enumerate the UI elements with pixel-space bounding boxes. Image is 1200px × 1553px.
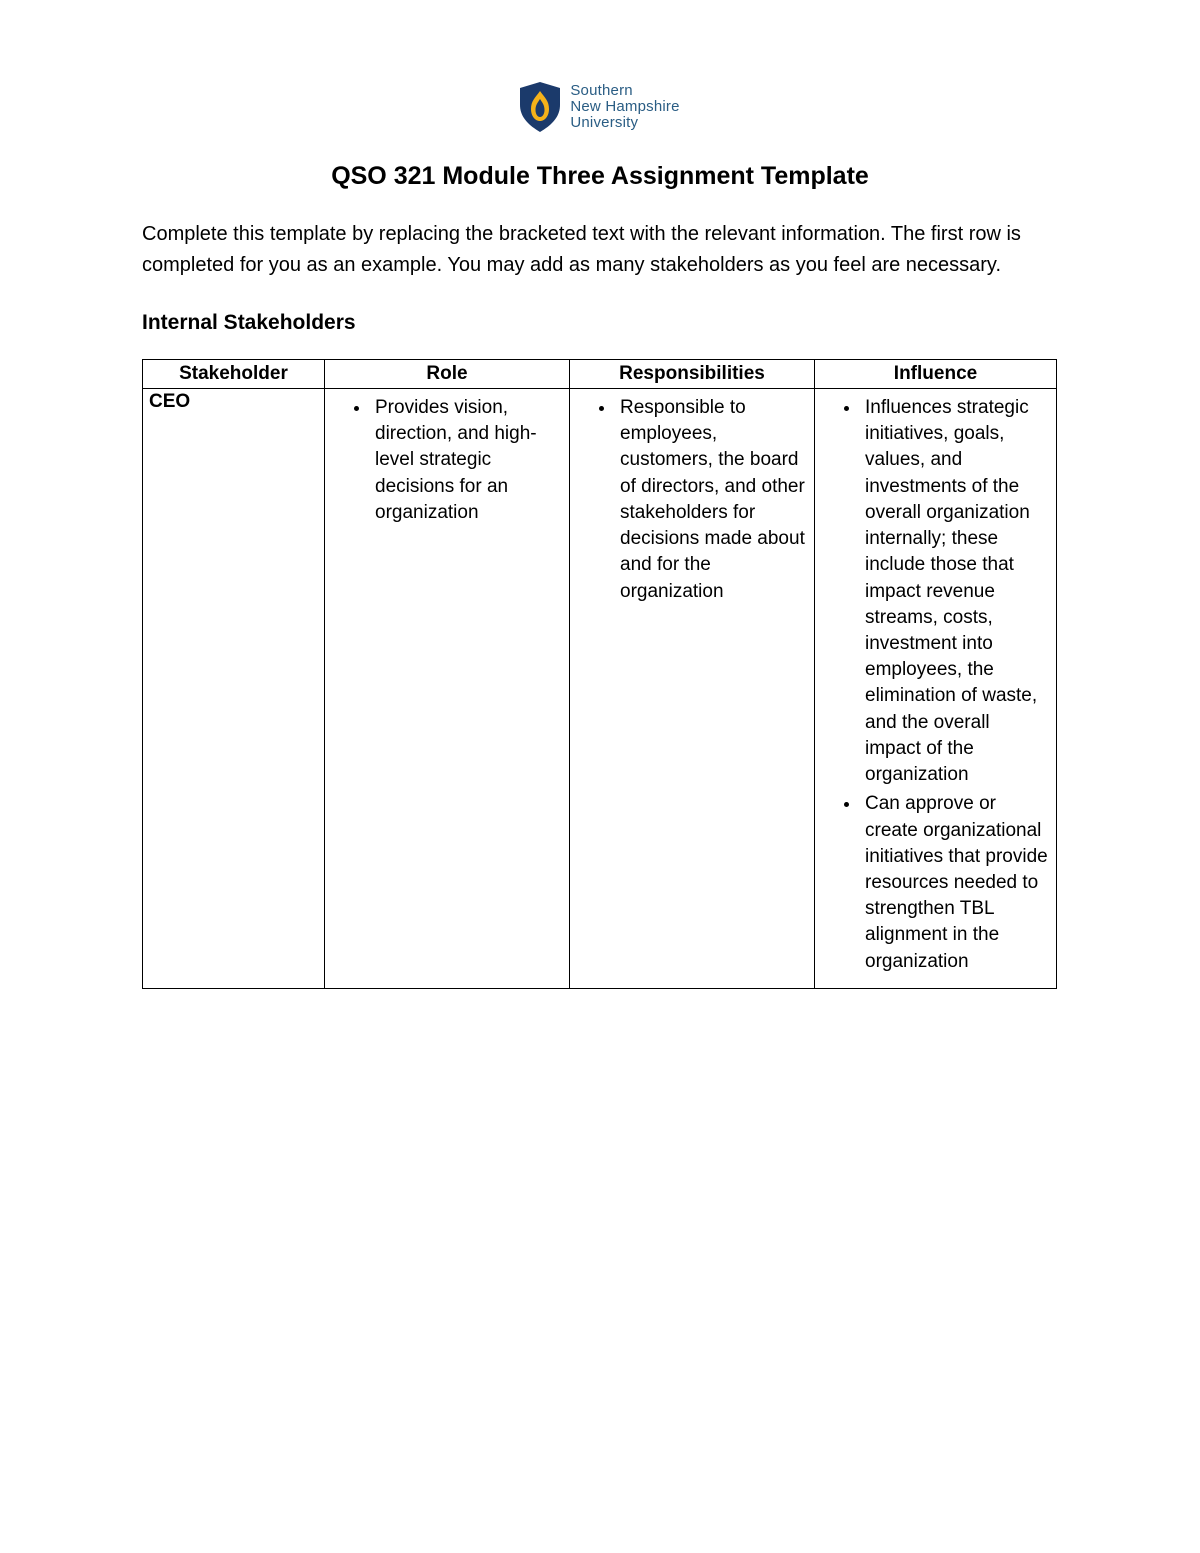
table-header-row — [143, 360, 1057, 389]
logo-line-southern: Southern — [570, 82, 633, 99]
snhu-logo-text — [570, 83, 679, 131]
logo-line-university: University — [570, 114, 639, 131]
stakeholder-cell: CEO — [143, 389, 325, 989]
influence-bullet-list — [821, 395, 1050, 975]
section-heading-internal-stakeholders: Internal Stakeholders — [142, 311, 356, 334]
logo-line-new-hampshire: New Hampshire — [570, 98, 680, 115]
internal-stakeholders-table — [142, 359, 1057, 989]
influence-bullet-item: • Influences strategic initiatives, goals, values, and investments of the overall organization internally; these include those that impact revenue streams, costs, investment into employees, the elimination of waste, and the overall impact of the organization — [861, 395, 1050, 788]
column-header-responsibilities: Responsibilities — [570, 360, 815, 389]
snhu-shield-flame-icon — [520, 82, 560, 132]
column-header-role: Role — [325, 360, 570, 389]
influence-bullet-item: • Can approve or create organizational initiatives that provide resources needed to strengthen TBL alignment in the organization — [861, 791, 1050, 975]
document-content — [0, 219, 1200, 989]
document-title: QSO 321 Module Three Assignment Template — [331, 162, 869, 190]
influence-cell — [815, 389, 1057, 989]
intro-paragraph: Complete this template by replacing the bracketed text with the relevant information. The first row is completed for you as an example. You may add as many stakeholders as you feel are necessary. — [142, 223, 1021, 276]
role-bullet-item: • Provides vision, direction, and high-level strategic decisions for an organization — [371, 395, 563, 526]
role-cell — [325, 389, 570, 989]
column-header-stakeholder: Stakeholder — [143, 360, 325, 389]
table-row — [143, 389, 1057, 989]
column-header-influence: Influence — [815, 360, 1057, 389]
role-bullet-list — [331, 395, 563, 526]
snhu-logo — [0, 0, 1200, 132]
responsibilities-bullet-list — [576, 395, 808, 605]
responsibilities-bullet-item: • Responsible to employees, customers, the board of directors, and other stakeholders for decisions made about and for the organization — [616, 395, 808, 605]
responsibilities-cell — [570, 389, 815, 989]
